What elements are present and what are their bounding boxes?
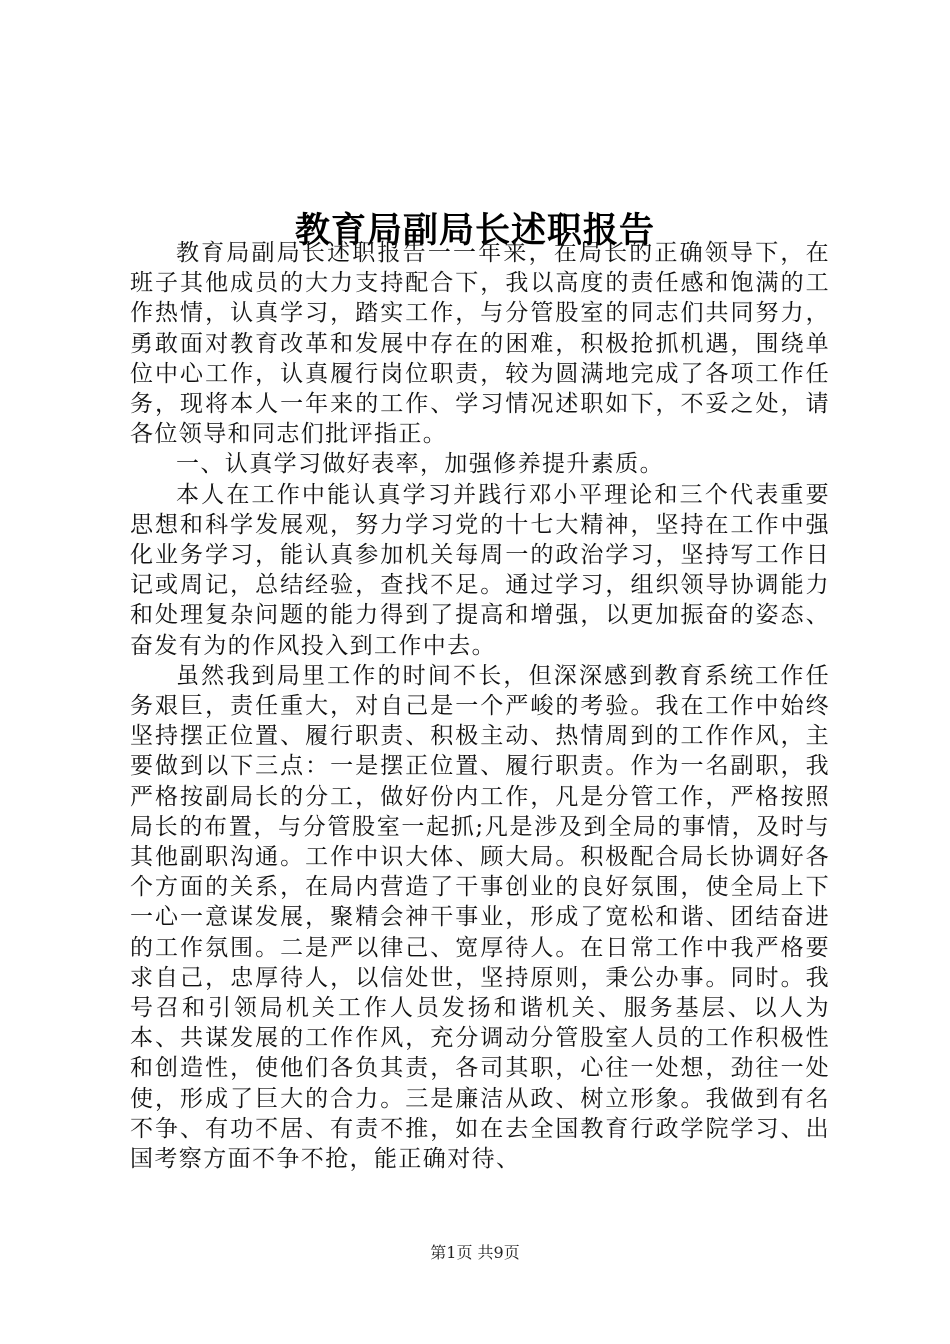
paragraph-study: 本人在工作中能认真学习并践行邓小平理论和三个代表重要思想和科学发展观，努力学习党的十七大精神，坚持在工作中强化业务学习，能认真参加机关每周一的政治学习，坚持写工作日记或周记，总结经验，查找不足。通过学习，组织领导协调能力和处理复杂问题的能力得到了提高和增强，以更加振奋的姿态、奋发有为的作风投入到工作中去。 bbox=[130, 481, 830, 659]
paragraph-work: 虽然我到局里工作的时间不长，但深深感到教育系统工作任务艰巨，责任重大，对自己是一个严峻的考验。我在工作中始终坚持摆正位置、履行职责、积极主动、热情周到的工作作风，主要做到以下三点：一是摆正位置、履行职责。作为一名副职，我严格按副局长的分工，做好份内工作，凡是分管工作，严格按照局长的布置，与分管股室一起抓;凡是涉及到全局的事情，及时与其他副职沟通。工作中识大体、顾大局。积极配合局长协调好各个方面的关系，在局内营造了干事创业的良好氛围，使全局上下一心一意谋发展，聚精会神干事业，形成了宽松和谐、团结奋进的工作氛围。二是严以律己、宽厚待人。在日常工作中我严格要求自己，忠厚待人，以信处世，坚持原则，秉公办事。同时。我号召和引领局机关工作人员发扬和谐机关、服务基层、以人为本、共谋发展的工作作风，充分调动分管股室人员的工作积极性和创造性，使他们各负其责，各司其职，心往一处想，劲往一处使，形成了巨大的合力。三是廉洁从政、树立形象。我做到有名不争、有功不居、有责不推，如在去全国教育行政学院学习、出国考察方面不争不抢，能正确对待、 bbox=[130, 662, 830, 1173]
paragraph-intro: 教育局副局长述职报告一一年来，在局长的正确领导下，在班子其他成员的大力支持配合下，我以高度的责任感和饱满的工作热情，认真学习，踏实工作，与分管股室的同志们共同努力，勇敢面对教育改革和发展中存在的困难，积极抢抓机遇，围绕单位中心工作，认真履行岗位职责，较为圆满地完成了各项工作任务，现将本人一年来的工作、学习情况述职如下，不妥之处，请各位领导和同志们批评指正。 bbox=[130, 240, 830, 448]
section-heading-1: 一、认真学习做好表率，加强修养提升素质。 bbox=[176, 451, 664, 478]
document-body bbox=[130, 238, 830, 1174]
page-footer: 第1页 共9页 bbox=[430, 1243, 520, 1262]
document-title: 教育局副局长述职报告 bbox=[294, 210, 655, 252]
